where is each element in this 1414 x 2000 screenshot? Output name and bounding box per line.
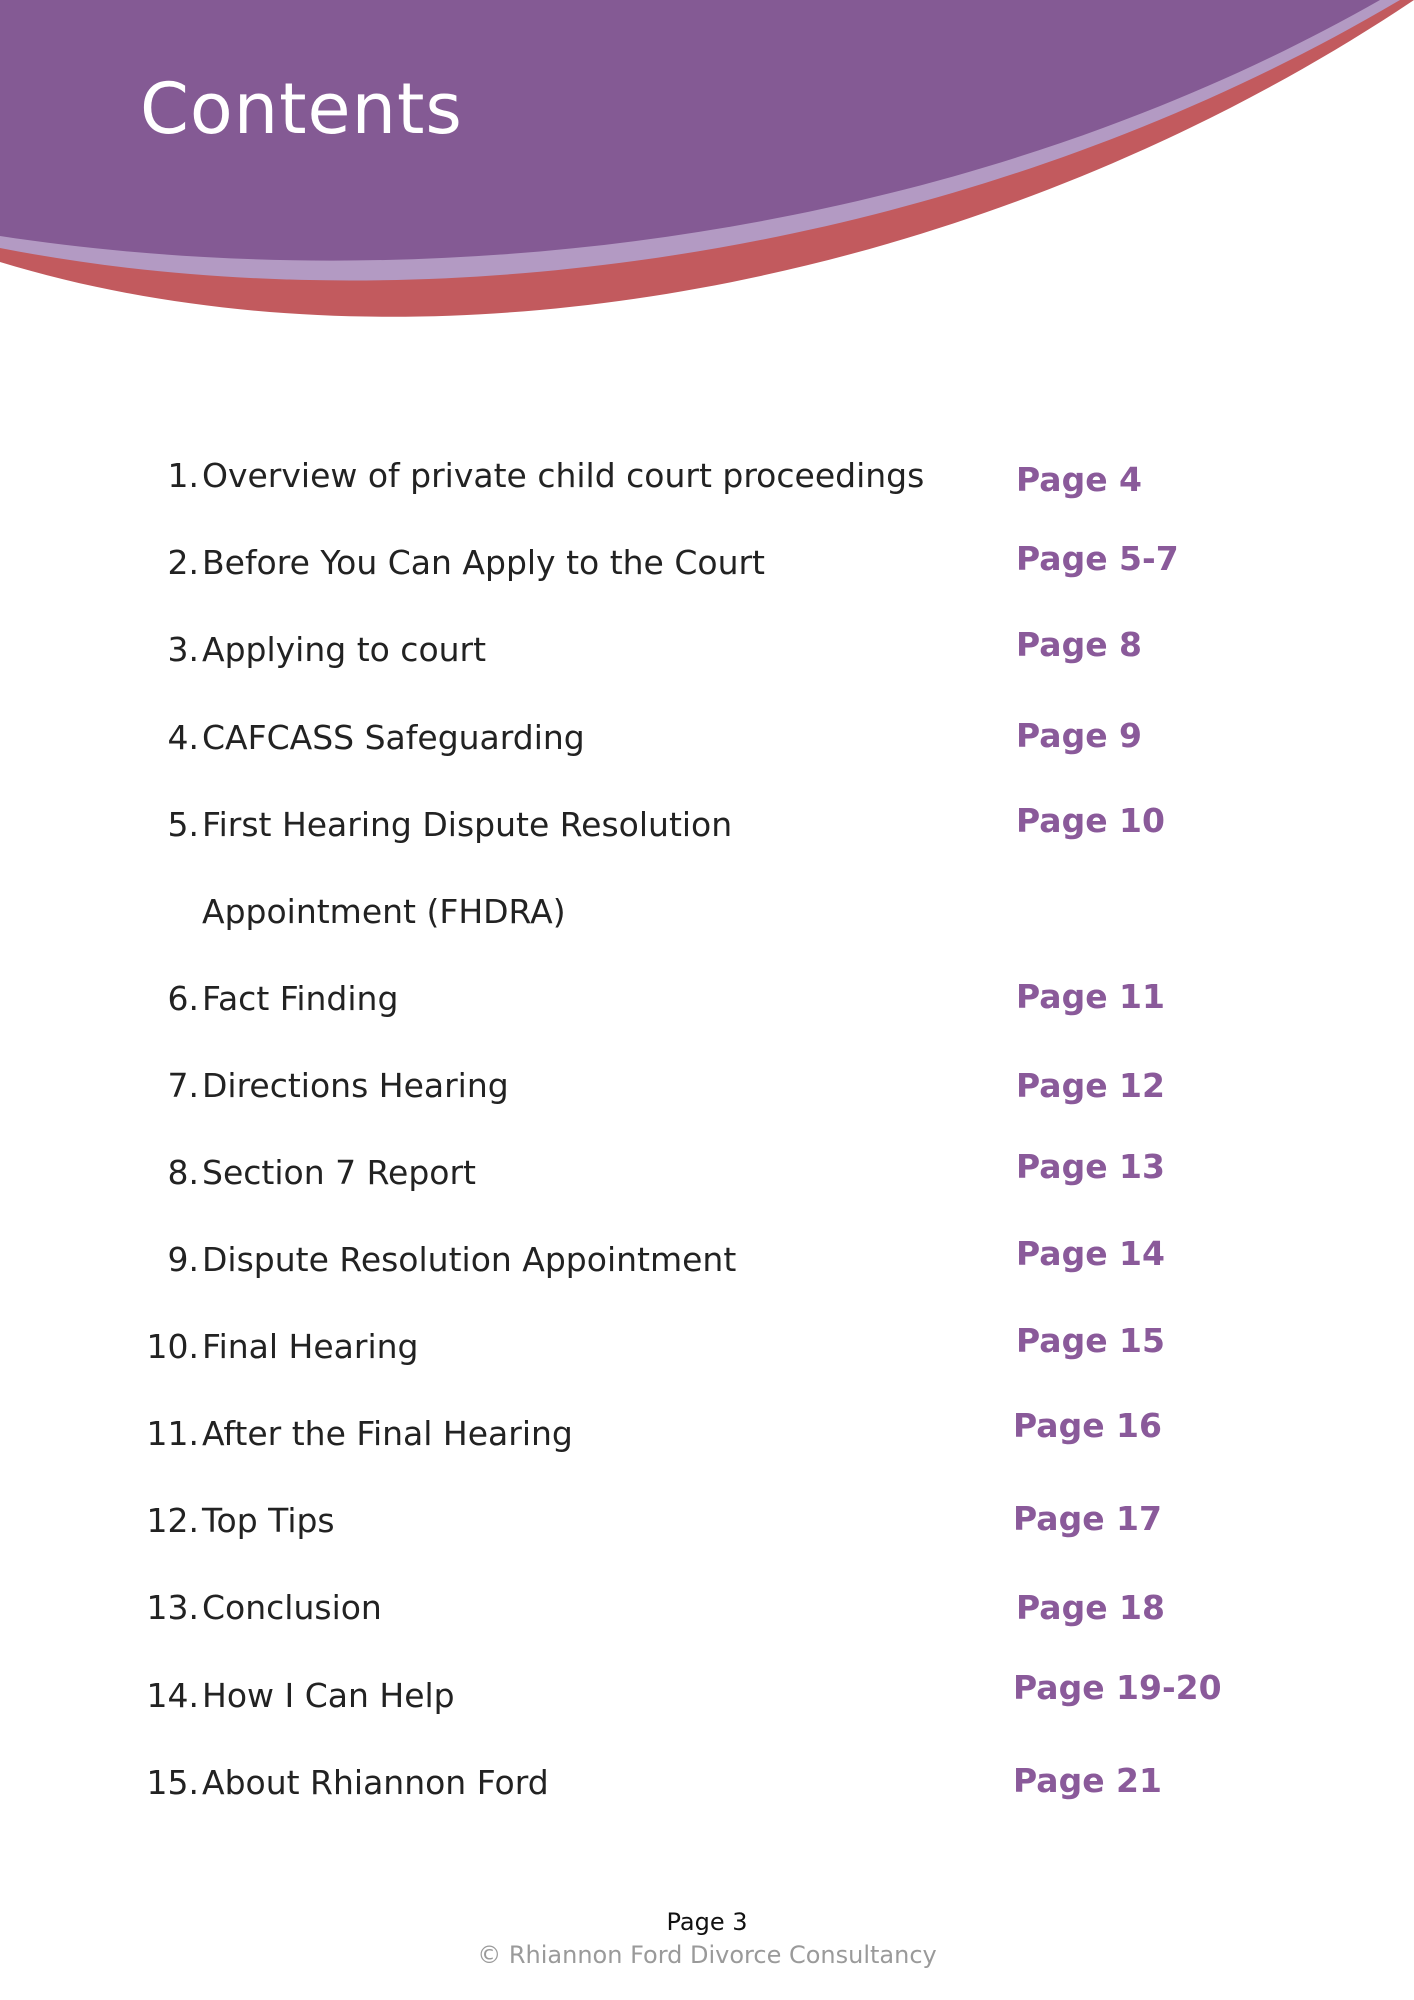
toc-item-title: Overview of private child court proceedings [202, 456, 925, 495]
toc-item[interactable] [0, 801, 1414, 945]
toc-item[interactable] [0, 1147, 1414, 1213]
toc-item-number: 2. [167, 543, 199, 582]
toc-item-number: 7. [167, 1066, 199, 1105]
toc-item-page: Page 19-20 [1013, 1668, 1222, 1707]
header-wave [0, 0, 1414, 360]
toc-item-page: Page 16 [1013, 1406, 1162, 1445]
toc-item[interactable] [0, 1588, 1414, 1648]
toc-item-title: CAFCASS Safeguarding [202, 718, 585, 757]
toc-item[interactable] [0, 718, 1414, 778]
toc-item-page: Page 17 [1013, 1499, 1162, 1538]
toc-item-page: Page 10 [1016, 801, 1165, 840]
toc-item-title: Final Hearing [202, 1327, 419, 1366]
toc-item-number: 15. [146, 1763, 199, 1802]
toc-item-page: Page 9 [1016, 716, 1143, 755]
toc-item-number: 3. [167, 630, 199, 669]
toc-item-page: Page 11 [1016, 977, 1165, 1016]
toc-item-title-continued: Appointment (FHDRA) [202, 892, 566, 931]
page-title: Contents [140, 68, 463, 150]
toc-item-number: 12. [146, 1501, 199, 1540]
toc-item-title: Section 7 Report [202, 1153, 476, 1192]
toc-item-number: 9. [167, 1240, 199, 1279]
toc-item-title: Directions Hearing [202, 1066, 509, 1105]
toc-item-number: 1. [167, 456, 199, 495]
toc-item[interactable] [0, 1763, 1414, 1823]
toc-item-title: About Rhiannon Ford [202, 1763, 549, 1802]
toc-item-number: 14. [146, 1676, 199, 1715]
toc-item-title: Fact Finding [202, 979, 399, 1018]
toc-item[interactable] [0, 1321, 1414, 1387]
toc-item[interactable] [0, 1406, 1414, 1474]
toc-item-title: Applying to court [202, 630, 487, 669]
toc-item-number: 4. [167, 718, 199, 757]
toc-item[interactable] [0, 539, 1414, 603]
toc-item-page: Page 8 [1016, 625, 1143, 664]
toc-item[interactable] [0, 1668, 1414, 1736]
toc-item-number: 13. [146, 1588, 199, 1627]
toc-item[interactable] [0, 1501, 1414, 1561]
toc-item-number: 8. [167, 1153, 199, 1192]
toc-item-page: Page 13 [1016, 1147, 1165, 1186]
toc-item-number: 6. [167, 979, 199, 1018]
toc-item-title: Before You Can Apply to the Court [202, 543, 765, 582]
toc-item-number: 10. [146, 1327, 199, 1366]
toc-item[interactable] [0, 1066, 1414, 1126]
toc-item-page: Page 18 [1016, 1588, 1165, 1627]
toc-item[interactable] [0, 456, 1414, 516]
toc-item-page: Page 21 [1013, 1761, 1162, 1800]
footer-copyright: © Rhiannon Ford Divorce Consultancy [477, 1941, 937, 1969]
toc-item-page: Page 4 [1016, 460, 1143, 499]
toc-item[interactable] [0, 1234, 1414, 1300]
toc-item-page: Page 5-7 [1016, 539, 1179, 578]
toc-item-title: Conclusion [202, 1588, 382, 1627]
toc-item-title: First Hearing Dispute Resolution [202, 805, 733, 844]
toc-item-title: Top Tips [202, 1501, 335, 1540]
footer-page-number: Page 3 [666, 1908, 748, 1936]
toc-item-number: 5. [167, 805, 199, 844]
toc-item-title: After the Final Hearing [202, 1414, 573, 1453]
toc-item-page: Page 15 [1016, 1321, 1165, 1360]
toc-item-page: Page 14 [1016, 1234, 1165, 1273]
toc-item-title: How I Can Help [202, 1676, 455, 1715]
toc-item-title: Dispute Resolution Appointment [202, 1240, 737, 1279]
toc-item[interactable] [0, 625, 1414, 690]
toc-item[interactable] [0, 979, 1414, 1039]
toc-item-number: 11. [146, 1414, 199, 1453]
toc-item-page: Page 12 [1016, 1066, 1165, 1105]
